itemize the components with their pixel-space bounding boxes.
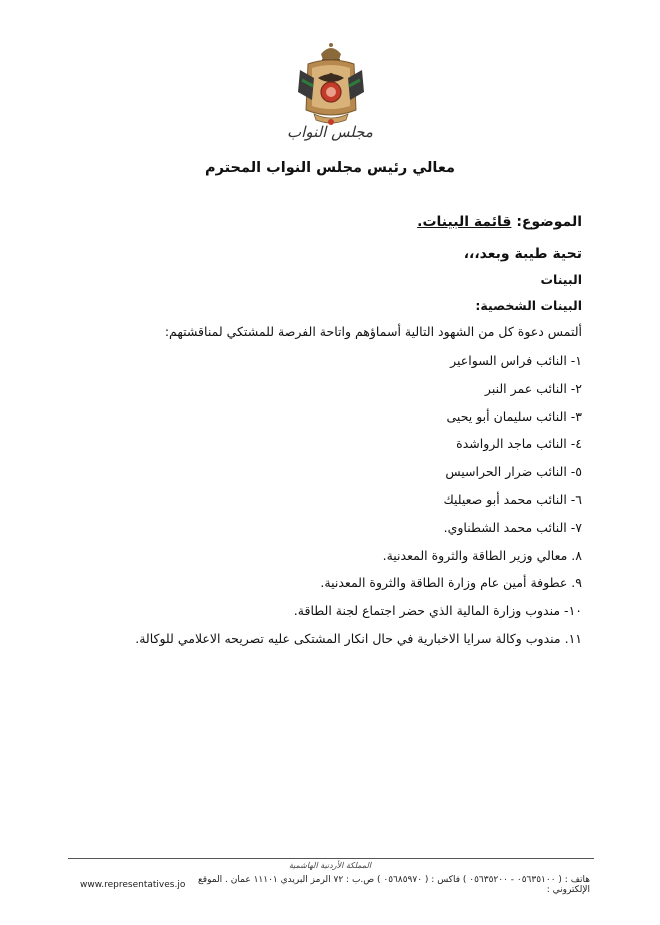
list-item: ١١. مندوب وكالة سرايا الاخبارية في حال انكار المشتكى عليه تصريحه الاعلامي للوكالة. (135, 630, 582, 646)
footer-contact (80, 875, 590, 895)
letter-body (62, 214, 582, 653)
greeting: تحية طيبة وبعد،،، (463, 246, 582, 262)
witness-list (62, 347, 582, 653)
subject-value: قائمة البينات. (417, 214, 512, 230)
letterhead-logo-text: مجلس النواب (287, 123, 373, 141)
list-item: ٣- النائب سليمان أبو يحيى (446, 408, 582, 424)
list-item: ٧- النائب محمد الشطناوي. (443, 519, 582, 535)
footer-brand: المملكة الأردنية الهاشمية (288, 861, 372, 870)
intro-paragraph: ألتمس دعوة كل من الشهود التالية أسماؤهم واتاحة الفرصة للمشتكي لمناقشتهم: (164, 324, 582, 339)
list-item: ٤- النائب ماجد الرواشدة (456, 436, 582, 452)
list-item: ٢- النائب عمر النبر (484, 380, 582, 396)
list-item: ٩. عطوفة أمين عام وزارة الطاقة والثروة المعدنية. (320, 575, 582, 591)
list-item: ٦- النائب محمد أبو صعيليك (443, 491, 582, 507)
subject-prefix: الموضوع: (516, 214, 582, 230)
footer-contact-text: هاتف : ( ٠٥٦٣٥١٠٠ - ٠٥٦٣٥٢٠٠ ) فاكس : ( ٠٥٦٨٥٩٧٠ ) ص.ب : ٧٢ الرمز البريدي ١١١٠١ عمان . الموقع الإلكتروني : (198, 875, 590, 895)
list-item: ١- النائب فراس السواعير (450, 353, 582, 368)
footer-website-link[interactable]: www.representatives.jo (80, 880, 186, 890)
addressee-line: معالي رئيس مجلس النواب المحترم (204, 160, 456, 176)
section-title: البينات (540, 272, 582, 287)
footer-divider (68, 858, 594, 859)
list-item: ٥- النائب ضرار الحراسيس (445, 464, 582, 480)
list-item: ٨. معالي وزير الطاقة والثروة المعدنية. (382, 547, 582, 563)
list-item: ١٠- مندوب وزارة المالية الذي حضر اجتماع لجنة الطاقة. (293, 603, 582, 619)
subsection-title: البينات الشخصية: (475, 298, 582, 313)
subject-line (62, 214, 582, 230)
jordan-coat-of-arms-icon (290, 40, 372, 128)
